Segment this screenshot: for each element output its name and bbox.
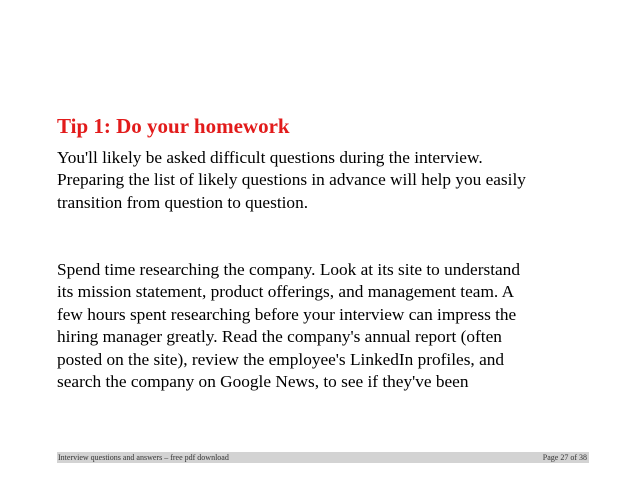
paragraph-line: transition from question to question.	[57, 192, 309, 212]
paragraph-line: its mission statement, product offerings, and management team. A	[57, 282, 515, 302]
paragraph-line: hiring manager greatly. Read the company's annual report (often	[57, 327, 502, 347]
paragraph-1	[57, 147, 627, 214]
footer-title: Interview questions and answers – free pdf download	[58, 453, 229, 462]
paragraph-line: posted on the site), review the employee's LinkedIn profiles, and	[57, 349, 505, 369]
paragraph-line: search the company on Google News, to see if they've been	[57, 372, 469, 392]
paragraph-line: Spend time researching the company. Look at its site to understand	[57, 260, 520, 279]
paragraph-line: Preparing the list of likely questions in advance will help you easily	[57, 170, 526, 190]
page-footer	[57, 452, 589, 463]
paragraph-2	[57, 259, 627, 393]
paragraph-line: few hours spent researching before your interview can impress the	[57, 304, 517, 324]
page-number: Page 27 of 38	[542, 453, 587, 462]
paragraph-line: You'll likely be asked difficult questions during the interview.	[57, 148, 483, 167]
tip-heading: Tip 1: Do your homework	[57, 114, 290, 138]
